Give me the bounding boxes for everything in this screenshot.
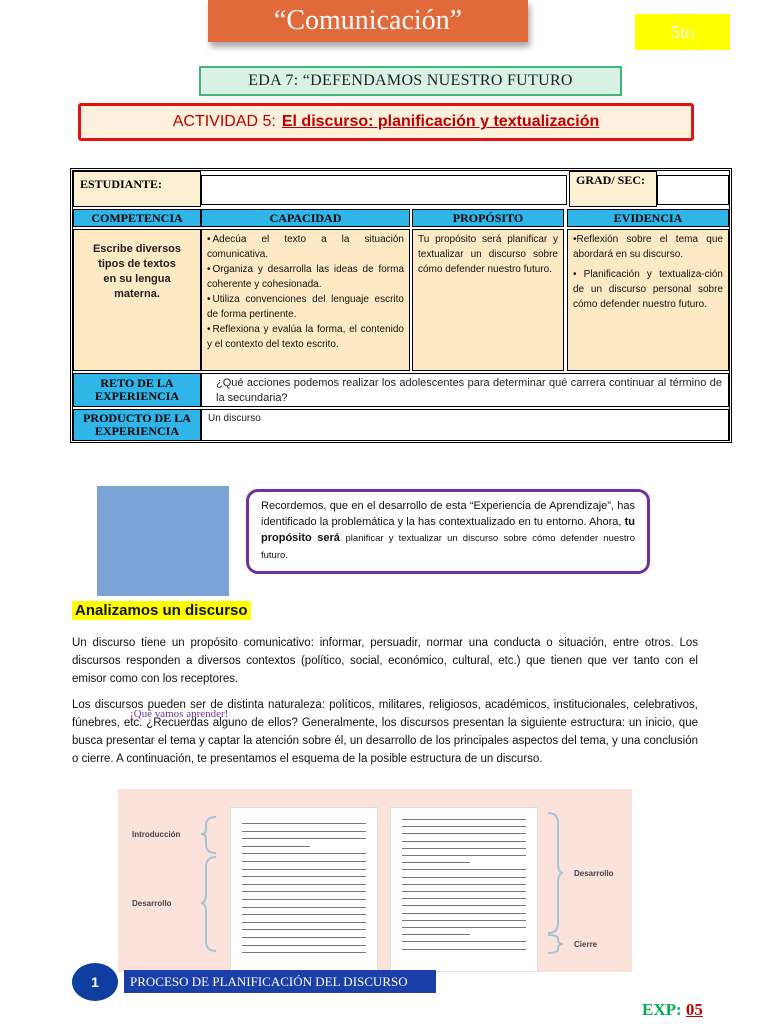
text-line xyxy=(402,884,526,885)
text-line xyxy=(242,831,366,832)
capacidad-item: • Adecúa el texto a la situación comunicativa. xyxy=(207,232,404,262)
page-number: 1 xyxy=(91,974,99,990)
text-line xyxy=(242,907,366,908)
reto-cell xyxy=(201,373,729,407)
label-introduccion: Introducción xyxy=(132,830,181,839)
text-line xyxy=(402,877,526,878)
capacidad-cell xyxy=(201,229,410,371)
activity-prefix: ACTIVIDAD 5: xyxy=(172,113,276,130)
text-line xyxy=(242,937,366,938)
producto-label-cell xyxy=(73,409,201,441)
label-cierre: Cierre xyxy=(574,940,598,949)
activity-banner xyxy=(78,103,694,141)
page-right xyxy=(390,807,538,972)
text-line xyxy=(242,914,366,915)
proposito-text: Tu propósito será planificar y textualizar un discurso sobre cómo defender nuestro futuro. xyxy=(418,234,558,275)
reto-label: RETO DE LA EXPERIENCIA xyxy=(94,376,179,403)
grade-sec-input[interactable] xyxy=(657,175,729,205)
producto-text: Un discurso xyxy=(208,413,261,424)
text-line xyxy=(242,884,366,885)
capacidad-item: • Reflexiona y evalúa la forma, el contenido y el contexto del texto escrito. xyxy=(207,322,404,352)
col-proposito xyxy=(412,209,564,227)
label-desarrollo-left: Desarrollo xyxy=(132,899,172,908)
text-line xyxy=(402,869,526,870)
competencia-text: Escribe diversos tipos de textos en su lengua materna. xyxy=(92,243,182,300)
exp-value: 05 xyxy=(685,1000,703,1019)
col-competencia-label: COMPETENCIA xyxy=(91,210,183,225)
col-competencia xyxy=(73,209,201,227)
footer-banner xyxy=(124,970,436,996)
student-label: ESTUDIANTE: xyxy=(80,177,163,191)
text-line xyxy=(402,920,526,921)
text-line xyxy=(242,861,366,862)
text-line xyxy=(402,941,526,942)
text-line xyxy=(242,853,366,854)
text-line xyxy=(242,929,366,930)
reto-text: ¿Qué acciones podemos realizar los adolescentes para determinar qué carrera continuar al término de la secundaria? xyxy=(216,377,722,404)
speech-structure-diagram xyxy=(118,789,632,972)
col-evidencia-label: EVIDENCIA xyxy=(613,210,683,225)
text-line xyxy=(242,891,366,892)
text-line xyxy=(402,913,526,914)
page-title: “Comunicación” xyxy=(273,5,463,36)
text-line xyxy=(402,833,526,834)
text-line xyxy=(402,905,526,906)
page-number-badge xyxy=(72,963,118,1001)
text-line xyxy=(402,862,470,863)
competencia-cell xyxy=(73,229,201,371)
text-line xyxy=(242,945,366,946)
footer-text: PROCESO DE PLANIFICACIÓN DEL DISCURSO xyxy=(130,973,408,989)
text-line xyxy=(402,826,526,827)
recordemos-bold: tu propósito será xyxy=(261,516,636,544)
image-placeholder xyxy=(97,486,229,596)
text-line xyxy=(242,922,366,923)
exp-label xyxy=(642,1000,703,1020)
evidencia-item: • Planificación y textualiza-ción de un discurso personal sobre cómo defender nuestro futuro. xyxy=(573,269,723,310)
grade-badge xyxy=(635,14,730,50)
capacidad-item: • Organiza y desarrolla las ideas de forma coherente y cohesionada. xyxy=(207,262,404,292)
evidencia-cell xyxy=(567,229,729,371)
recordemos-box xyxy=(246,489,650,574)
text-line xyxy=(242,899,366,900)
text-line xyxy=(242,869,366,870)
producto-label: PRODUCTO DE LA EXPERIENCIA xyxy=(83,411,191,438)
text-line xyxy=(402,841,526,842)
col-capacidad-label: CAPACIDAD xyxy=(269,210,342,225)
paragraph-1: Un discurso tiene un propósito comunicativo: informar, persuadir, normar una conducta o situación, entre otros. Los discursos responden a diversos contextos (político, social, económico, cultural, etc.) que tienen que ver tanto con el emisor como con los receptores. xyxy=(72,637,698,685)
col-proposito-label: PROPÓSITO xyxy=(452,210,524,225)
recordemos-text: Recordemos, que en el desarrollo de esta “Experiencia de Aprendizaje”, has identificado la problemática y la has contextualizado en tu entorno. Ahora, xyxy=(261,500,635,528)
producto-cell xyxy=(201,409,729,441)
text-line xyxy=(242,838,366,839)
overlay-label: ¡Qué vamos aprender! xyxy=(130,708,229,720)
recordemos-small: planificar y textualizar un discurso sobre cómo defender nuestro futuro. xyxy=(261,533,635,561)
label-desarrollo-right: Desarrollo xyxy=(574,869,614,878)
grade-sec-label-cell xyxy=(569,171,657,207)
text-line xyxy=(242,876,366,877)
student-label-cell xyxy=(73,171,201,207)
text-line xyxy=(402,819,526,820)
activity-title: El discurso: planificación y textualización xyxy=(281,113,600,130)
grade-label: 5to xyxy=(670,21,694,42)
grade-sec-label: GRAD/ SEC: xyxy=(576,173,646,187)
proposito-cell xyxy=(412,229,564,371)
text-line xyxy=(402,927,526,928)
col-evidencia xyxy=(567,209,729,227)
page-left xyxy=(230,807,378,972)
text-line xyxy=(242,823,366,824)
info-table xyxy=(70,168,732,443)
title-banner xyxy=(208,0,528,42)
section-title: Analizamos un discurso xyxy=(72,601,251,620)
student-input[interactable] xyxy=(201,175,567,205)
eda-banner xyxy=(199,66,622,96)
text-line xyxy=(402,949,526,950)
col-capacidad xyxy=(201,209,410,227)
paragraph-2: Los discursos pueden ser de distinta naturaleza: políticos, militares, religiosos, académicos, institucionales, celebrativos, fúnebres, etc. ¿Recuerdas alguno de ellos? Generalmente, los discursos presentan la siguiente estructura: un inicio, que busca presentar el tema y captar la atención sobre él, un desarrollo de los principales aspectos del tema, y una conclusión o cierre. A continuación, te presentamos el esquema de la posible estructura de un discurso. xyxy=(72,699,698,765)
exp-key: EXP: xyxy=(642,1000,682,1019)
reto-label-cell xyxy=(73,373,201,407)
text-line xyxy=(402,855,526,856)
text-line xyxy=(402,891,526,892)
text-line xyxy=(402,848,526,849)
text-line xyxy=(402,934,470,935)
capacidad-item: • Utiliza convenciones del lenguaje escrito de forma pertinente. xyxy=(207,292,404,322)
text-line xyxy=(402,898,526,899)
eda-title: EDA 7: “DEFENDAMOS NUESTRO FUTURO xyxy=(248,72,573,89)
text-line xyxy=(242,952,366,953)
evidencia-item: •Reflexión sobre el tema que abordará en su discurso. xyxy=(573,234,723,260)
text-line xyxy=(242,846,310,847)
